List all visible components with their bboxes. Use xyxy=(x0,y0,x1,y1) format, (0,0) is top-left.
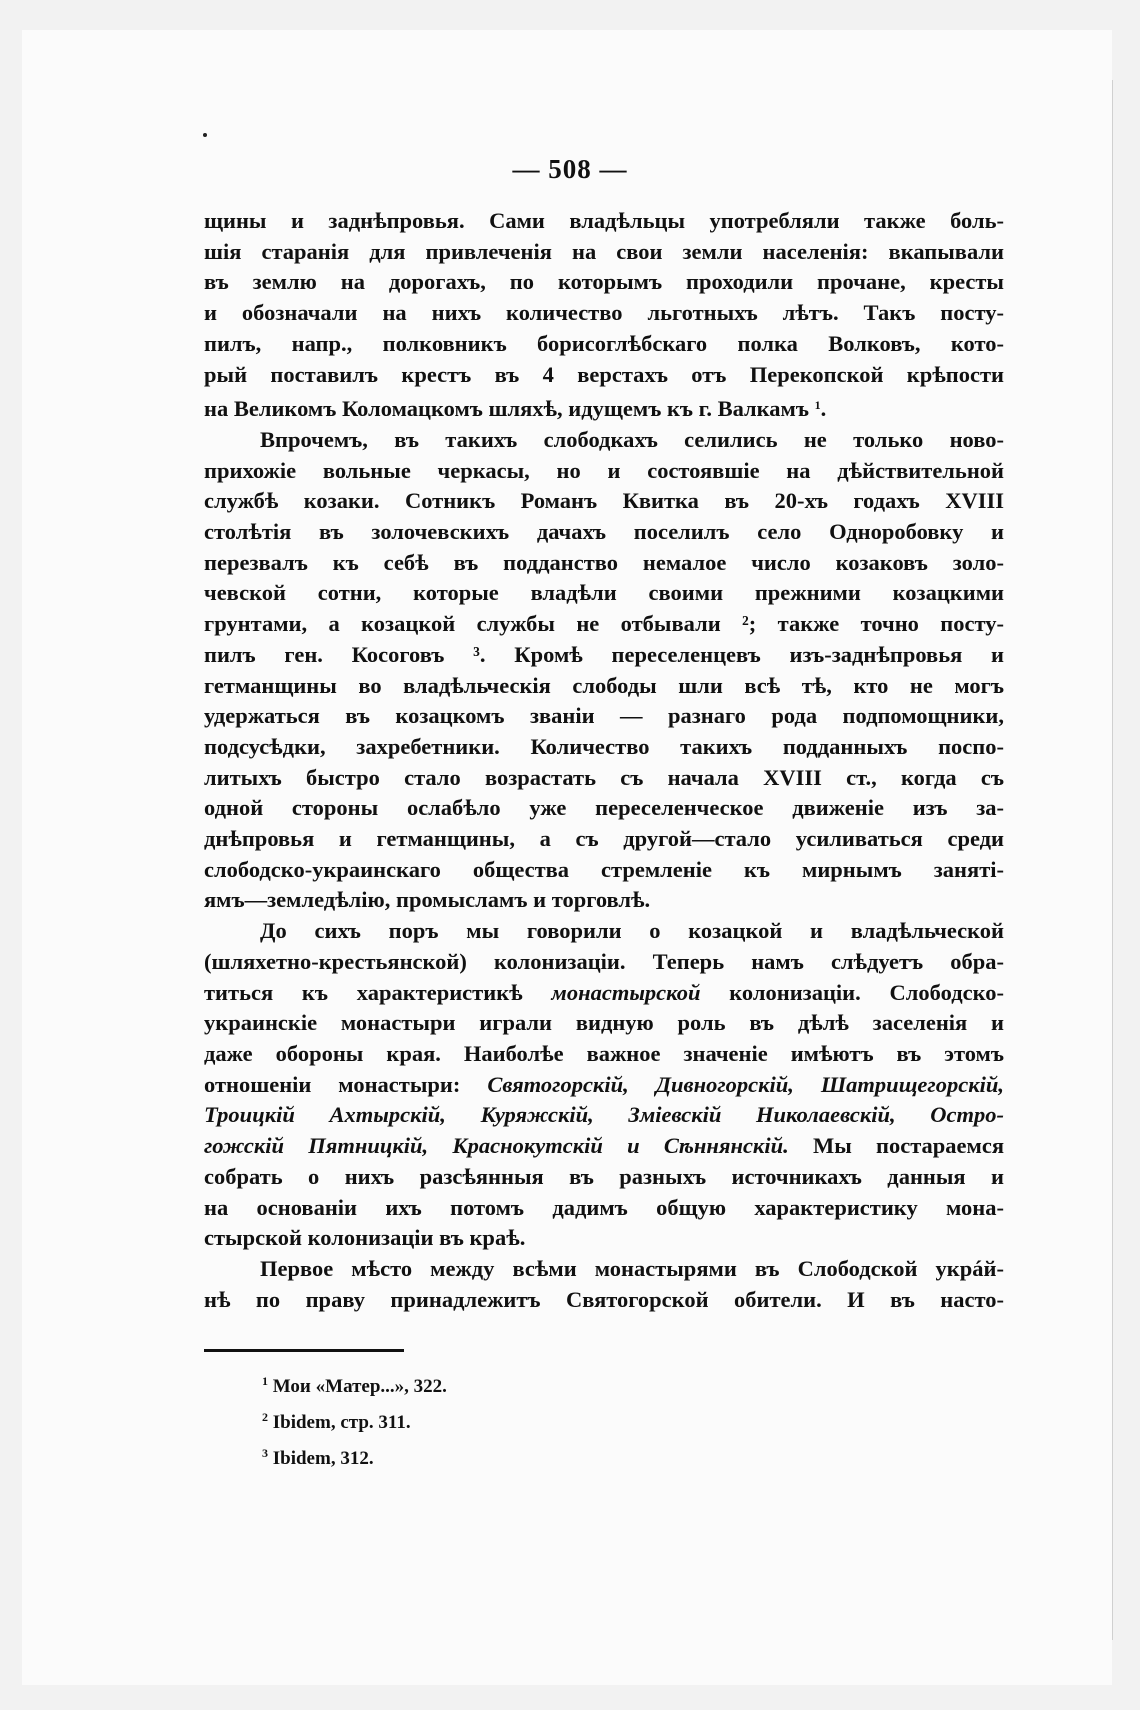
text-line xyxy=(204,1100,1004,1131)
text-line: пилъ ген. Косоговъ ³. Кромѣ переселенцевъ изъ-заднѣпровья и xyxy=(204,641,1004,667)
text-line: литыхъ быстро стало возрастать съ начала XVIII ст., когда съ xyxy=(204,764,1004,790)
italic-term: Святогорскій, Дивногорскій, Шатрищегорскій, xyxy=(487,1071,1005,1097)
footnote xyxy=(262,1438,447,1474)
text-line: въ землю на дорогахъ, по которымъ проходили прочане, кресты xyxy=(204,269,1004,295)
text-line: пилъ, напр., полковникъ борисоглѣбскаго полка Волковъ, кото- xyxy=(204,330,1004,356)
footnote-ref: 1 xyxy=(814,398,821,413)
text-line: перезвалъ къ себѣ въ подданство немалое число козаковъ золо- xyxy=(204,549,1004,575)
text-segment: Мы постараемся xyxy=(812,1133,1005,1159)
text-line: Впрочемъ, въ такихъ слободкахъ селились не только ново- xyxy=(260,426,1004,452)
text-line xyxy=(204,1070,1004,1101)
text-line: столѣтія въ золочевскихъ дачахъ поселилъ село Одноробовку и xyxy=(204,519,1004,545)
text-line: на Великомъ Коломацкомъ шляхѣ, идущемъ къ г. Валкамъ $^1$. xyxy=(204,396,827,422)
footnote-mark: 2 xyxy=(262,1410,268,1424)
text-line: днѣпровья и гетманщины, а съ другой—стало усиливаться среди xyxy=(204,826,1004,852)
footnote-divider xyxy=(204,1349,404,1352)
text-line: слободско-украинскаго общества стремленіе къ мирнымъ заняті- xyxy=(204,856,1004,882)
text-line: гетманщины во владѣльческія слободы шли всѣ тѣ, кто не могъ xyxy=(204,672,1004,698)
footnote-mark: 3 xyxy=(262,1446,268,1460)
text-line: шія старанія для привлеченія на свои земли населенія: вкапывали xyxy=(204,238,1004,264)
text-line: на основаніи ихъ потомъ дадимъ общую характеристику мона- xyxy=(204,1194,1004,1220)
italic-term: Троицкій Ахтырскій, Куряжскій, Зміевскій Николаевскій, Остро- xyxy=(204,1102,1004,1128)
text-line: собрать о нихъ разсѣянныя въ разныхъ источникахъ данныя и xyxy=(204,1163,1004,1189)
body-text xyxy=(204,206,1004,1315)
scan-edge-line xyxy=(1112,80,1113,1640)
text-segment: на Великомъ Коломацкомъ шляхѣ, идущемъ къ г. Валкамъ xyxy=(204,396,809,422)
text-line: прихожіе вольные черкасы, но и состоявшіе на дѣйствительной xyxy=(204,457,1004,483)
text-line: До сихъ поръ мы говорили о козацкой и владѣльческой xyxy=(260,918,1004,944)
text-line: удержаться въ козацкомъ званіи — разнаго рода подпомощники, xyxy=(204,703,1004,729)
scan-speck xyxy=(203,133,207,137)
text-line: подсусѣдки, захребетники. Количество такихъ подданныхъ поспо- xyxy=(204,733,1004,759)
text-segment: титься къ характеристикѣ xyxy=(204,979,523,1005)
text-segment: колонизаціи. Слободско- xyxy=(729,979,1004,1005)
text-line xyxy=(204,1131,1004,1162)
text-line: украинскіе монастыри играли видную роль въ дѣлѣ заселенія и xyxy=(204,1010,1004,1036)
text-line: (шляхетно-крестьянской) колонизаціи. Теперь намъ слѣдуетъ обра- xyxy=(204,948,1004,974)
footnote xyxy=(262,1366,447,1402)
footnote-text: Ibidem, стр. 311. xyxy=(272,1412,411,1433)
text-line: службѣ козаки. Сотникъ Романъ Квитка въ 20-хъ годахъ XVIII xyxy=(204,488,1004,514)
text-line: ямъ—земледѣлію, промысламъ и торговлѣ. xyxy=(204,887,651,913)
text-line: Первое мѣсто между всѣми монастырями въ Слободской укрáй- xyxy=(260,1255,1004,1281)
footnote-mark: 1 xyxy=(262,1374,268,1388)
text-line: одной стороны ослабѣло уже переселенческое движеніе изъ за- xyxy=(204,795,1004,821)
footnote-text: Ibidem, 312. xyxy=(272,1448,374,1469)
italic-term: гожскій Пятницкій, Краснокутскій и Сѣннянскій. xyxy=(204,1133,789,1159)
italic-term: монастырской xyxy=(551,979,701,1005)
text-line: чевской сотни, которые владѣли своими прежними козацкими xyxy=(204,580,1004,606)
text-segment: отношеніи монастыри: xyxy=(204,1071,461,1097)
text-line: рый поставилъ крестъ въ 4 верстахъ отъ Перекопской крѣпости xyxy=(204,361,1004,387)
footnotes xyxy=(262,1366,447,1474)
footnote xyxy=(262,1402,447,1438)
text-line: нѣ по праву принадлежитъ Святогорской обители. И въ насто- xyxy=(204,1286,1004,1312)
text-line: грунтами, а козацкой службы не отбывали ²; также точно посту- xyxy=(204,611,1004,637)
text-line: даже обороны края. Наиболѣе важное значеніе имѣютъ въ этомъ xyxy=(204,1040,1004,1066)
text-line: щины и заднѣпровья. Сами владѣльцы употребляли также боль- xyxy=(204,208,1004,233)
text-line xyxy=(204,978,1004,1009)
footnote-text: Мои «Матер...», 322. xyxy=(272,1376,447,1397)
text-line: стырской колонизаціи въ краѣ. xyxy=(204,1225,526,1251)
text-line: и обозначали на нихъ количество льготныхъ лѣтъ. Такъ посту- xyxy=(204,300,1004,326)
page-number: — 508 — xyxy=(512,154,628,184)
